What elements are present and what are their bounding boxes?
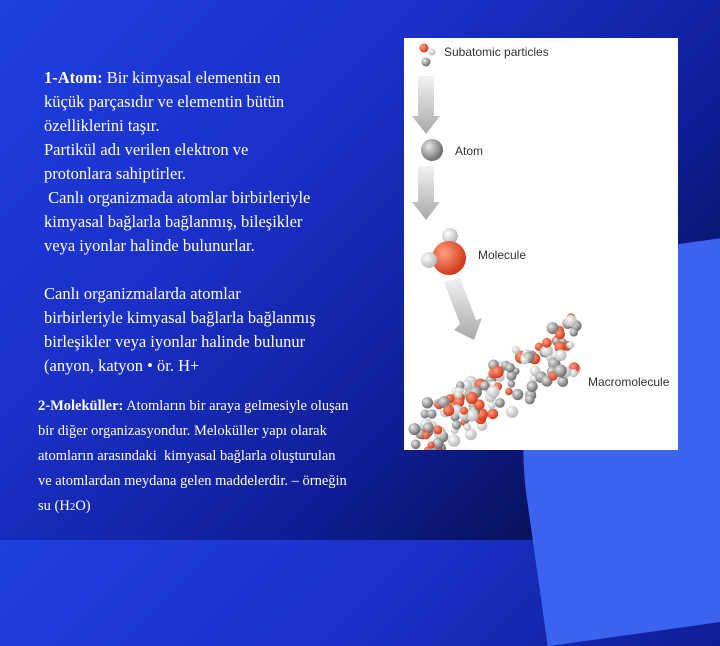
intro-line: Partikül adı verilen elektron ve (44, 140, 249, 159)
macromolecule-atom (570, 328, 578, 336)
macromolecule-atom (512, 346, 520, 354)
atom-heading: 1-Atom: (44, 68, 103, 87)
macromolecule-atom (452, 420, 461, 429)
arrow-down-icon (412, 166, 440, 220)
macromolecule-atom (506, 406, 518, 418)
molecule-heading: 2-Moleküller: (38, 398, 124, 414)
macromolecule-atom (488, 402, 496, 410)
second-line: Canlı organizmalarda atomlar (44, 284, 241, 303)
macromolecule-atom (554, 364, 567, 377)
macromolecule-atom (567, 341, 575, 349)
proton-icon (420, 44, 429, 53)
intro-line: Canlı organizmada atomlar birbirleriyle (44, 188, 311, 207)
water-subscript: 2 (69, 501, 76, 513)
macromolecule-atom (525, 395, 535, 405)
macromolecule-atom (495, 398, 505, 408)
macromolecule-atom (555, 350, 567, 362)
intro-line-text: Bir kimyasal elementin en (102, 68, 281, 87)
macromolecule-atom (542, 338, 552, 348)
macromolecule-atom (455, 391, 462, 398)
molecule-line: ve atomlardan meydana gelen maddelerdir. – örneğin (38, 473, 347, 489)
molecule-text-block (38, 394, 438, 520)
molecule-line: bir diğer organizasyondur. Meloküller yapı olarak (38, 423, 327, 439)
neutron-icon (422, 58, 431, 67)
label-macromolecule: Macromolecule (588, 375, 670, 389)
macromolecule-atom (491, 366, 503, 378)
label-subatomic: Subatomic particles (444, 45, 549, 59)
intro-line: özelliklerini taşır. (44, 116, 160, 135)
water-line (38, 494, 438, 520)
macromolecule-atom (463, 423, 471, 431)
macromolecule-atom (508, 380, 516, 388)
macromolecule-atom (555, 329, 565, 339)
electron-icon (429, 49, 436, 56)
second-line: (anyon, katyon • ör. H+ (44, 356, 200, 375)
intro-line (44, 66, 389, 90)
molecule-line: atomların arasındaki kimyasal bağlarla oluşturulan (38, 448, 336, 464)
molecule-line (38, 394, 438, 419)
intro-line: kimyasal bağlarla bağlanmış, bileşikler (44, 212, 303, 231)
macromolecule-atom (505, 388, 513, 396)
macromolecule-atom (521, 356, 529, 364)
intro-line: küçük parçasıdır ve elementin bütün (44, 92, 285, 111)
second-line: birbirleriyle kimyasal bağlarla bağlanmış (44, 308, 316, 327)
intro-text-block (44, 66, 389, 378)
intro-line: protonlara sahiptirler. (44, 164, 187, 183)
arrow-down-icon (412, 76, 440, 134)
macromolecule-atom (565, 315, 577, 327)
macromolecule-atom (505, 363, 515, 373)
arrow-down-icon (444, 278, 482, 340)
macromolecule-atom (443, 405, 454, 416)
macromolecule-atom (527, 381, 538, 392)
macromolecule-atom (512, 389, 523, 400)
macromolecule-atom (448, 434, 461, 447)
macromolecule-atom (460, 407, 468, 415)
label-atom: Atom (455, 144, 484, 158)
water-prefix: su (H (38, 498, 70, 514)
water-suffix: O) (75, 498, 91, 514)
macromolecule-atom (487, 386, 500, 399)
atom-icon (421, 139, 443, 161)
macromolecule-atom (488, 409, 499, 420)
label-molecule: Molecule (478, 248, 527, 262)
second-line: birleşikler veya iyonlar halinde bulunur (44, 332, 306, 351)
hydrogen-icon (421, 252, 437, 268)
molecule-line-text: Atomların bir araya gelmesiyle oluşan (123, 398, 349, 414)
macromolecule-atom (466, 392, 478, 404)
biology-hierarchy-figure (404, 38, 678, 450)
paragraph-gap (44, 258, 389, 282)
intro-line: veya iyonlar halinde bulunurlar. (44, 236, 255, 255)
oxygen-icon (432, 241, 466, 275)
